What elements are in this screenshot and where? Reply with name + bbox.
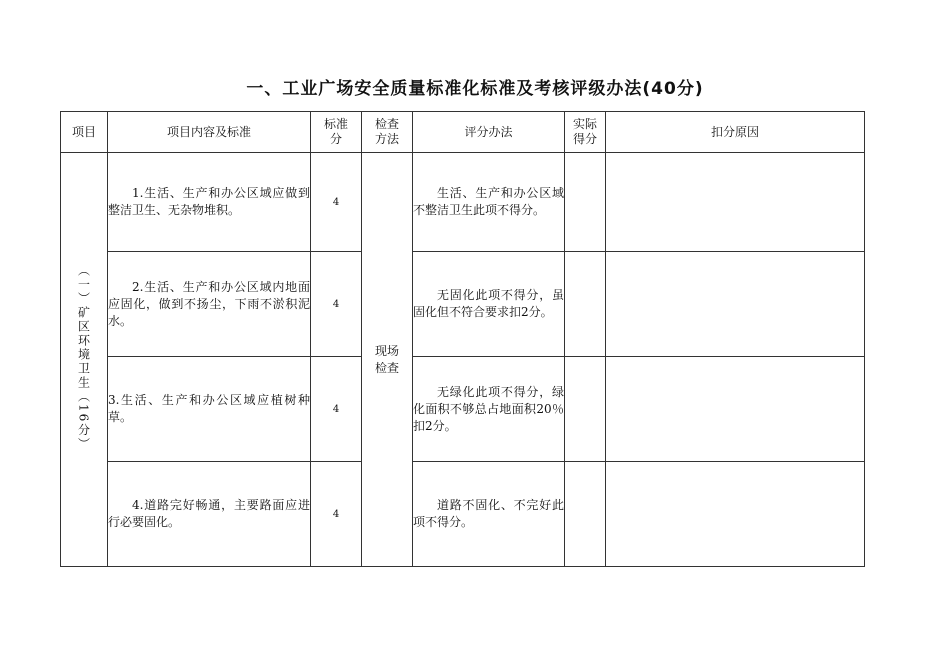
header-standard-score-label: 标准分 bbox=[323, 117, 348, 146]
header-item: 项目 bbox=[61, 112, 108, 153]
row-1-actual-score[interactable] bbox=[565, 153, 606, 252]
header-deduction-reason: 扣分原因 bbox=[606, 112, 865, 153]
rule-cell bbox=[413, 462, 565, 567]
header-actual-score bbox=[565, 112, 606, 153]
row-2-content: 2.生活、生产和办公区域内地面应固化，做到不扬尘，下雨不淤积泥水。 bbox=[108, 279, 310, 328]
row-1-score: 4 bbox=[311, 153, 362, 252]
category-cell bbox=[61, 153, 108, 567]
row-3-score: 4 bbox=[311, 357, 362, 462]
rule-cell bbox=[413, 357, 565, 462]
row-2-deduction-reason[interactable] bbox=[606, 252, 865, 357]
row-2-score: 4 bbox=[311, 252, 362, 357]
header-scoring-method: 评分办法 bbox=[413, 112, 565, 153]
row-3-content: 3.生活、生产和办公区域应植树种草。 bbox=[108, 393, 310, 424]
row-4-deduction-reason[interactable] bbox=[606, 462, 865, 567]
row-4-score: 4 bbox=[311, 462, 362, 567]
row-3-actual-score[interactable] bbox=[565, 357, 606, 462]
header-content: 项目内容及标准 bbox=[108, 112, 311, 153]
content-cell bbox=[108, 357, 311, 462]
page-title: 一、工业广场安全质量标准化标准及考核评级办法(40分) bbox=[246, 79, 704, 99]
row-4-actual-score[interactable] bbox=[565, 462, 606, 567]
category-label: （一）矿区环境卫生（16分） bbox=[76, 264, 91, 452]
table-row bbox=[61, 462, 865, 567]
check-method-value: 现场检查 bbox=[374, 343, 399, 375]
header-check-method bbox=[362, 112, 413, 153]
content-cell bbox=[108, 252, 311, 357]
row-4-rule: 道路不固化、不完好此项不得分。 bbox=[413, 498, 564, 529]
row-1-deduction-reason[interactable] bbox=[606, 153, 865, 252]
check-method-cell bbox=[362, 153, 413, 567]
row-1-rule: 生活、生产和办公区域不整洁卫生此项不得分。 bbox=[413, 186, 564, 217]
rule-cell bbox=[413, 153, 565, 252]
header-check-method-label: 检查方法 bbox=[374, 117, 399, 146]
content-cell bbox=[108, 153, 311, 252]
row-3-deduction-reason[interactable] bbox=[606, 357, 865, 462]
table-row bbox=[61, 252, 865, 357]
row-4-content: 4.道路完好畅通，主要路面应进行必要固化。 bbox=[108, 498, 310, 529]
table-header-row bbox=[61, 112, 865, 153]
assessment-table bbox=[60, 111, 865, 567]
content-cell bbox=[108, 462, 311, 567]
header-actual-score-label: 实际得分 bbox=[572, 117, 597, 146]
rule-cell bbox=[413, 252, 565, 357]
row-3-rule: 无绿化此项不得分，绿化面积不够总占地面积20％扣2分。 bbox=[413, 384, 564, 433]
row-2-rule: 无固化此项不得分，虽固化但不符合要求扣2分。 bbox=[413, 288, 564, 319]
header-standard-score bbox=[311, 112, 362, 153]
row-2-actual-score[interactable] bbox=[565, 252, 606, 357]
row-1-content: 1.生活、生产和办公区域应做到整洁卫生、无杂物堆积。 bbox=[108, 186, 310, 217]
table-row bbox=[61, 153, 865, 252]
table-row bbox=[61, 357, 865, 462]
